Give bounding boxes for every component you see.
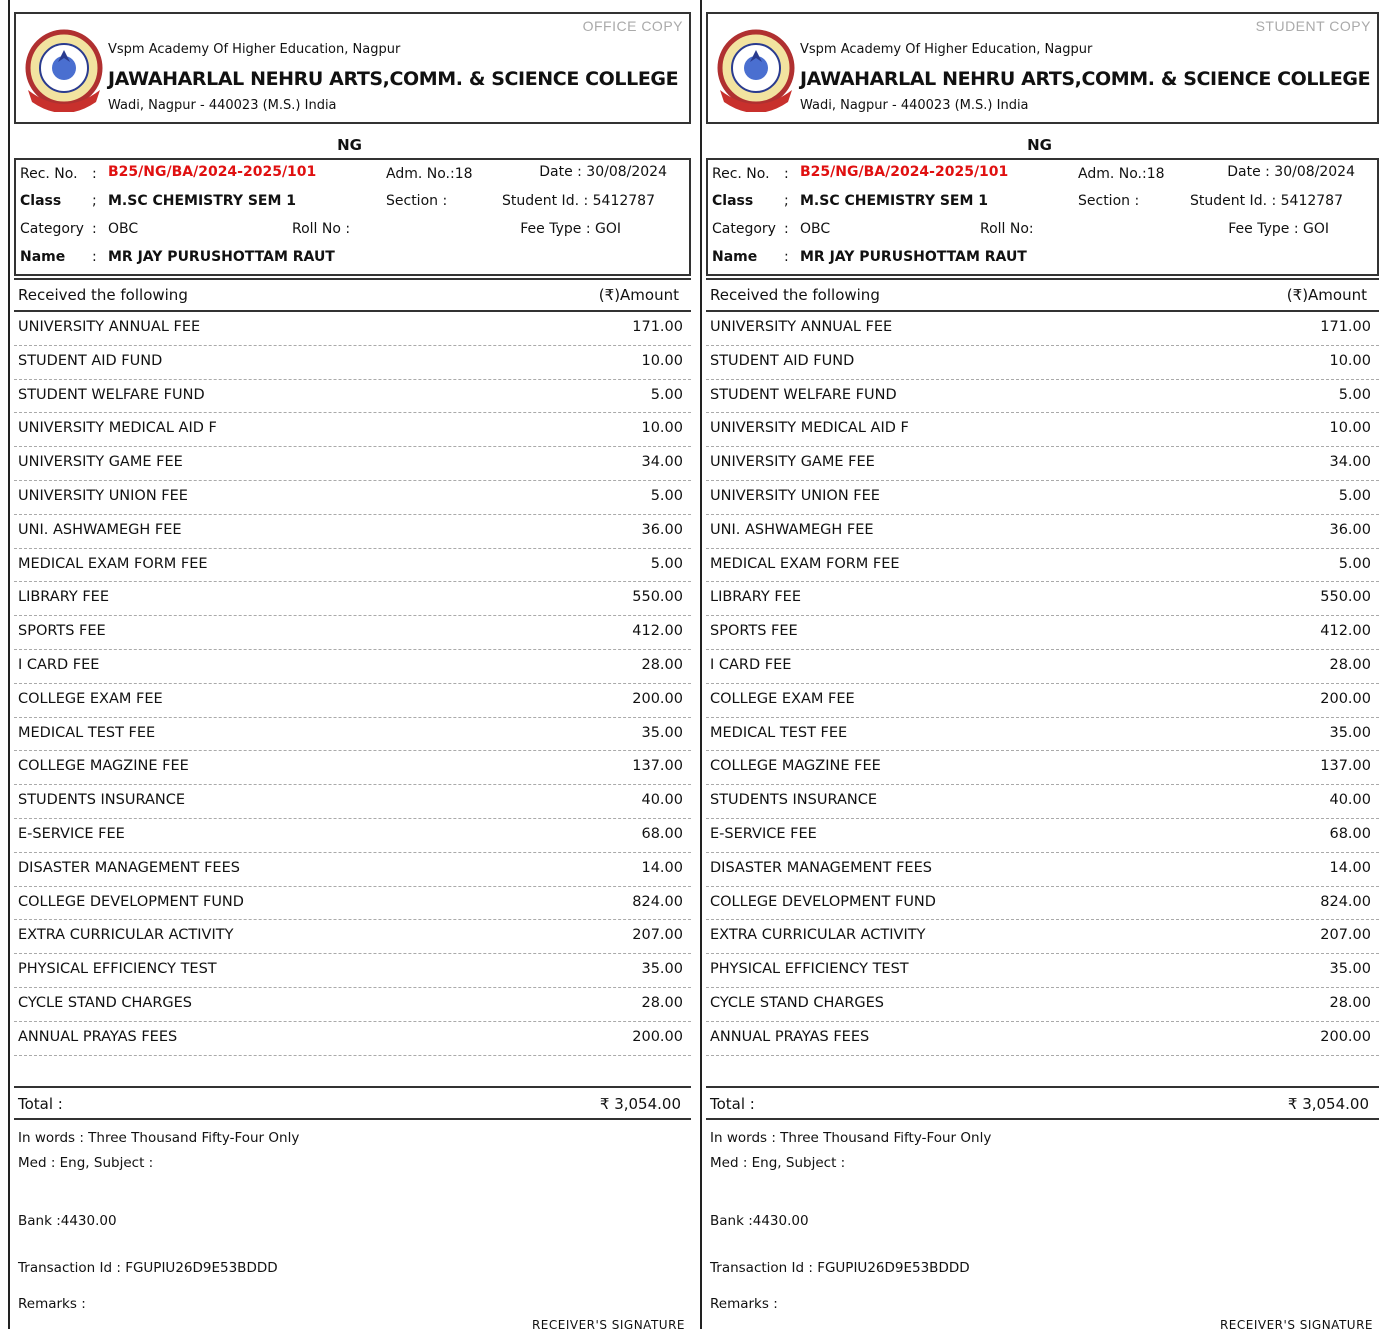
- college-logo-icon: [22, 28, 106, 112]
- fee-item-amount: 28.00: [1329, 656, 1371, 673]
- fee-item-row: [706, 853, 1379, 887]
- fee-item-amount: 40.00: [641, 792, 683, 809]
- fee-item-amount: 10.00: [641, 352, 683, 369]
- fee-item-amount: 412.00: [632, 623, 683, 640]
- fee-item-row: [14, 887, 691, 921]
- fee-item-row: [706, 954, 1379, 988]
- fee-item-row: [706, 413, 1379, 447]
- fee-item-name: SPORTS FEE: [18, 623, 106, 640]
- fee-item-row: [14, 312, 691, 346]
- fee-item-row: [14, 819, 691, 853]
- receipt-header: [14, 12, 691, 124]
- fee-item-row: [14, 684, 691, 718]
- category-value: OBC: [800, 221, 831, 237]
- receiver-signature: RECEIVER'S SIGNATURE: [531, 1318, 685, 1332]
- section: Section :: [386, 193, 448, 209]
- total-value: ₹ 3,054.00: [599, 1095, 681, 1113]
- fee-item-row: [706, 684, 1379, 718]
- remarks: Remarks :: [710, 1296, 778, 1312]
- fee-item-amount: 824.00: [1320, 893, 1371, 910]
- fee-item-row: [14, 616, 691, 650]
- fee-item-name: UNIVERSITY ANNUAL FEE: [18, 319, 201, 335]
- fee-item-name: UNIVERSITY UNION FEE: [710, 487, 880, 504]
- fee-item-row: [14, 1022, 691, 1056]
- fee-item-amount: 14.00: [641, 859, 683, 876]
- fee-item-name: E-SERVICE FEE: [710, 825, 817, 842]
- fee-item-amount: 824.00: [632, 893, 683, 910]
- fee-item-amount: 35.00: [641, 724, 683, 741]
- fee-item-row: [706, 346, 1379, 380]
- student-id: Student Id. : 5412787: [502, 193, 655, 209]
- fee-type: Fee Type : GOI: [1228, 221, 1329, 237]
- fee-item-row: [14, 549, 691, 583]
- fee-item-amount: 5.00: [650, 487, 683, 504]
- rec-no-label: Rec. No.: [20, 166, 78, 182]
- fee-item-row: [706, 988, 1379, 1022]
- fee-item-name: STUDENTS INSURANCE: [710, 792, 877, 809]
- receipt-border: [700, 0, 702, 1329]
- fee-item-amount: 35.00: [1329, 724, 1371, 741]
- rec-no-value: B25/NG/BA/2024-2025/101: [108, 164, 317, 180]
- fee-item-row: [706, 616, 1379, 650]
- fee-item-name: STUDENT WELFARE FUND: [18, 386, 205, 403]
- receipt-date: Date : 30/08/2024: [539, 164, 667, 180]
- fee-item-row: [14, 481, 691, 515]
- class-value: M.SC CHEMISTRY SEM 1: [800, 193, 989, 209]
- roll-no: Roll No :: [292, 221, 351, 237]
- fee-item-name: UNIVERSITY MEDICAL AID F: [710, 420, 909, 437]
- receipt-header: [706, 12, 1379, 124]
- fee-items-list: [706, 312, 1379, 1056]
- fee-item-amount: 207.00: [632, 927, 683, 944]
- fee-item-row: [706, 1022, 1379, 1056]
- received-header: [14, 278, 691, 312]
- name-colon: :: [784, 249, 789, 265]
- branch-code: NG: [337, 136, 362, 154]
- fee-item-name: PHYSICAL EFFICIENCY TEST: [710, 961, 909, 978]
- fee-item-amount: 5.00: [1338, 487, 1371, 504]
- fee-item-name: UNI. ASHWAMEGH FEE: [18, 521, 182, 538]
- fee-item-name: STUDENT WELFARE FUND: [710, 386, 897, 403]
- college-address: Wadi, Nagpur - 440023 (M.S.) India: [108, 98, 337, 113]
- copy-label: STUDENT COPY: [1255, 18, 1371, 34]
- receiver-signature: RECEIVER'S SIGNATURE: [1219, 1318, 1373, 1332]
- college-logo-icon: [714, 28, 798, 112]
- fee-item-name: ANNUAL PRAYAS FEES: [18, 1028, 178, 1045]
- fee-item-amount: 137.00: [1320, 758, 1371, 775]
- fee-item-amount: 171.00: [1320, 319, 1371, 335]
- fee-item-name: UNIVERSITY ANNUAL FEE: [710, 319, 893, 335]
- fee-type: Fee Type : GOI: [520, 221, 621, 237]
- total-label: Total :: [710, 1095, 755, 1113]
- fee-item-name: STUDENT AID FUND: [710, 352, 855, 369]
- bank-amount: Bank :4430.00: [18, 1213, 117, 1229]
- category-label: Category: [712, 221, 776, 237]
- fee-item-name: I CARD FEE: [710, 656, 792, 673]
- fee-item-amount: 200.00: [1320, 690, 1371, 707]
- rec-no-value: B25/NG/BA/2024-2025/101: [800, 164, 1009, 180]
- fee-item-name: UNIVERSITY GAME FEE: [18, 454, 183, 471]
- fee-item-amount: 28.00: [1329, 994, 1371, 1011]
- name-colon: :: [92, 249, 97, 265]
- fee-item-name: COLLEGE MAGZINE FEE: [710, 758, 881, 775]
- fee-item-amount: 137.00: [632, 758, 683, 775]
- copy-label: OFFICE COPY: [582, 18, 683, 34]
- total-row: [14, 1086, 691, 1120]
- fee-item-amount: 10.00: [641, 420, 683, 437]
- receipt-border: [8, 0, 10, 1329]
- fee-item-row: [14, 413, 691, 447]
- college-address: Wadi, Nagpur - 440023 (M.S.) India: [800, 98, 1029, 113]
- fee-item-row: [706, 785, 1379, 819]
- amount-label: (₹)Amount: [1286, 286, 1367, 304]
- category-colon: :: [92, 221, 97, 237]
- fee-item-name: SPORTS FEE: [710, 623, 798, 640]
- org-name: Vspm Academy Of Higher Education, Nagpur: [800, 42, 1093, 57]
- student-copy-receipt: [700, 0, 1379, 1332]
- fee-item-amount: 36.00: [1329, 521, 1371, 538]
- fee-item-name: COLLEGE DEVELOPMENT FUND: [710, 893, 936, 910]
- adm-no: Adm. No.:18: [386, 166, 473, 182]
- fee-item-row: [706, 650, 1379, 684]
- fee-item-name: MEDICAL TEST FEE: [710, 724, 848, 741]
- fee-item-amount: 200.00: [632, 1028, 683, 1045]
- amount-label: (₹)Amount: [598, 286, 679, 304]
- amount-in-words: In words : Three Thousand Fifty-Four Only: [710, 1130, 992, 1146]
- fee-item-amount: 68.00: [1329, 825, 1371, 842]
- fee-item-row: [706, 312, 1379, 346]
- medium-subject: Med : Eng, Subject :: [710, 1155, 846, 1171]
- fee-item-row: [14, 718, 691, 752]
- name-value: MR JAY PURUSHOTTAM RAUT: [108, 249, 335, 265]
- roll-no: Roll No:: [980, 221, 1034, 237]
- name-label: Name: [20, 249, 66, 265]
- fee-item-amount: 35.00: [641, 961, 683, 978]
- fee-items-list: [14, 312, 691, 1056]
- transaction-id: Transaction Id : FGUPIU26D9E53BDDD: [18, 1260, 278, 1276]
- total-label: Total :: [18, 1095, 63, 1113]
- fee-item-amount: 34.00: [641, 454, 683, 471]
- fee-item-name: CYCLE STAND CHARGES: [710, 994, 885, 1011]
- fee-item-row: [14, 650, 691, 684]
- fee-item-name: UNIVERSITY MEDICAL AID F: [18, 420, 217, 437]
- rec-no-label: Rec. No.: [712, 166, 770, 182]
- class-colon: ;: [92, 193, 97, 209]
- fee-item-row: [706, 447, 1379, 481]
- fee-item-row: [14, 751, 691, 785]
- rec-no-colon: :: [92, 166, 97, 182]
- fee-item-amount: 28.00: [641, 994, 683, 1011]
- fee-item-row: [706, 751, 1379, 785]
- fee-item-amount: 40.00: [1329, 792, 1371, 809]
- class-value: M.SC CHEMISTRY SEM 1: [108, 193, 297, 209]
- fee-item-row: [14, 853, 691, 887]
- org-name: Vspm Academy Of Higher Education, Nagpur: [108, 42, 401, 57]
- fee-item-name: MEDICAL EXAM FORM FEE: [18, 555, 208, 572]
- remarks: Remarks :: [18, 1296, 86, 1312]
- fee-item-row: [706, 549, 1379, 583]
- category-colon: :: [784, 221, 789, 237]
- fee-item-row: [706, 718, 1379, 752]
- student-id: Student Id. : 5412787: [1190, 193, 1343, 209]
- fee-item-amount: 14.00: [1329, 859, 1371, 876]
- fee-item-amount: 207.00: [1320, 927, 1371, 944]
- total-value: ₹ 3,054.00: [1287, 1095, 1369, 1113]
- fee-item-row: [14, 447, 691, 481]
- fee-item-row: [706, 819, 1379, 853]
- fee-item-row: [706, 515, 1379, 549]
- fee-item-name: COLLEGE DEVELOPMENT FUND: [18, 893, 244, 910]
- fee-item-amount: 10.00: [1329, 352, 1371, 369]
- fee-item-row: [14, 785, 691, 819]
- fee-item-row: [706, 380, 1379, 414]
- adm-no: Adm. No.:18: [1078, 166, 1165, 182]
- receipt-date: Date : 30/08/2024: [1227, 164, 1355, 180]
- fee-item-amount: 412.00: [1320, 623, 1371, 640]
- fee-item-amount: 550.00: [632, 589, 683, 606]
- fee-item-amount: 200.00: [1320, 1028, 1371, 1045]
- fee-item-name: DISASTER MANAGEMENT FEES: [18, 859, 240, 876]
- fee-item-name: EXTRA CURRICULAR ACTIVITY: [18, 927, 234, 944]
- fee-item-row: [14, 380, 691, 414]
- fee-item-name: STUDENTS INSURANCE: [18, 792, 185, 809]
- fee-item-name: MEDICAL EXAM FORM FEE: [710, 555, 900, 572]
- fee-item-row: [14, 954, 691, 988]
- college-name: JAWAHARLAL NEHRU ARTS,COMM. & SCIENCE COLLEGE: [108, 68, 679, 90]
- fee-item-name: UNI. ASHWAMEGH FEE: [710, 521, 874, 538]
- fee-item-row: [14, 988, 691, 1022]
- fee-item-name: LIBRARY FEE: [710, 589, 801, 606]
- transaction-id: Transaction Id : FGUPIU26D9E53BDDD: [710, 1260, 970, 1276]
- medium-subject: Med : Eng, Subject :: [18, 1155, 154, 1171]
- fee-item-name: E-SERVICE FEE: [18, 825, 125, 842]
- fee-item-amount: 10.00: [1329, 420, 1371, 437]
- fee-item-amount: 550.00: [1320, 589, 1371, 606]
- fee-item-name: ANNUAL PRAYAS FEES: [710, 1028, 870, 1045]
- class-colon: ;: [784, 193, 789, 209]
- fee-item-amount: 5.00: [650, 555, 683, 572]
- fee-item-amount: 35.00: [1329, 961, 1371, 978]
- fee-item-name: UNIVERSITY GAME FEE: [710, 454, 875, 471]
- fee-item-name: COLLEGE EXAM FEE: [18, 690, 163, 707]
- class-label: Class: [712, 193, 754, 209]
- fee-item-name: COLLEGE MAGZINE FEE: [18, 758, 189, 775]
- fee-item-row: [14, 515, 691, 549]
- fee-item-row: [706, 481, 1379, 515]
- category-label: Category: [20, 221, 84, 237]
- section: Section :: [1078, 193, 1140, 209]
- category-value: OBC: [108, 221, 139, 237]
- fee-item-row: [14, 920, 691, 954]
- fee-item-amount: 5.00: [650, 386, 683, 403]
- total-row: [706, 1086, 1379, 1120]
- fee-item-amount: 5.00: [1338, 386, 1371, 403]
- student-info: [706, 158, 1379, 276]
- fee-item-name: MEDICAL TEST FEE: [18, 724, 156, 741]
- fee-item-name: PHYSICAL EFFICIENCY TEST: [18, 961, 217, 978]
- fee-item-name: UNIVERSITY UNION FEE: [18, 487, 188, 504]
- fee-item-amount: 34.00: [1329, 454, 1371, 471]
- fee-item-amount: 68.00: [641, 825, 683, 842]
- fee-item-name: STUDENT AID FUND: [18, 352, 163, 369]
- fee-item-name: EXTRA CURRICULAR ACTIVITY: [710, 927, 926, 944]
- fee-item-name: LIBRARY FEE: [18, 589, 109, 606]
- student-info: [14, 158, 691, 276]
- branch-code: NG: [1027, 136, 1052, 154]
- college-name: JAWAHARLAL NEHRU ARTS,COMM. & SCIENCE COLLEGE: [800, 68, 1371, 90]
- fee-item-amount: 5.00: [1338, 555, 1371, 572]
- fee-item-name: I CARD FEE: [18, 656, 100, 673]
- amount-in-words: In words : Three Thousand Fifty-Four Only: [18, 1130, 300, 1146]
- fee-item-row: [14, 346, 691, 380]
- fee-item-amount: 171.00: [632, 319, 683, 335]
- fee-item-row: [14, 582, 691, 616]
- fee-item-amount: 28.00: [641, 656, 683, 673]
- office-copy-receipt: [8, 0, 691, 1332]
- fee-item-row: [706, 920, 1379, 954]
- fee-item-row: [706, 582, 1379, 616]
- bank-amount: Bank :4430.00: [710, 1213, 809, 1229]
- fee-item-row: [706, 887, 1379, 921]
- name-value: MR JAY PURUSHOTTAM RAUT: [800, 249, 1027, 265]
- fee-item-amount: 36.00: [641, 521, 683, 538]
- name-label: Name: [712, 249, 758, 265]
- class-label: Class: [20, 193, 62, 209]
- fee-item-name: CYCLE STAND CHARGES: [18, 994, 193, 1011]
- received-header: [706, 278, 1379, 312]
- fee-item-name: DISASTER MANAGEMENT FEES: [710, 859, 932, 876]
- received-label: Received the following: [18, 286, 188, 304]
- received-label: Received the following: [710, 286, 880, 304]
- rec-no-colon: :: [784, 166, 789, 182]
- fee-item-name: COLLEGE EXAM FEE: [710, 690, 855, 707]
- fee-item-amount: 200.00: [632, 690, 683, 707]
